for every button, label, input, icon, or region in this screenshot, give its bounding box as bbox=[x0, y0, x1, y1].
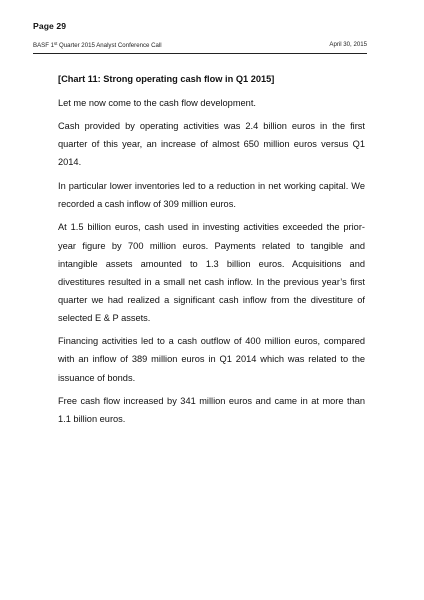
body-paragraph: At 1.5 billion euros, cash used in investing activities exceeded the prior-year figure by 700 million euros. Payments related to tangible and intangible assets amounted to 1.3 billion euros. Acquisitions and divestitures resulted in a small net cash inflow. In the previous year’s first quarter we had realized a significant cash inflow from the divestiture of selected E & P assets. bbox=[58, 222, 365, 323]
chart-heading: [Chart 11: Strong operating cash flow in Q1 2015] bbox=[58, 74, 275, 84]
header-title-suffix: Quarter 2015 Analyst Conference Call bbox=[57, 42, 162, 50]
body-paragraph: Free cash flow increased by 341 million euros and came in at more than 1.1 billion euros. bbox=[58, 396, 365, 425]
header-date: April 30, 2015 bbox=[329, 41, 367, 48]
header-title bbox=[33, 41, 162, 49]
body-paragraph: Let me now come to the cash flow development. bbox=[58, 97, 256, 108]
body-paragraph: Cash provided by operating activities was 2.4 billion euros in the first quarter of this year, an increase of almost 650 million euros versus Q1 2014. bbox=[58, 121, 365, 168]
page-header bbox=[33, 41, 367, 49]
body-paragraph: Financing activities led to a cash outflow of 400 million euros, compared with an inflow of 389 million euros in Q1 2014 which was related to the issuance of bonds. bbox=[58, 336, 365, 383]
page-number: Page 29 bbox=[33, 21, 67, 31]
document-body bbox=[58, 70, 365, 434]
header-divider bbox=[33, 53, 367, 54]
header-title-prefix: BASF 1 bbox=[33, 42, 54, 50]
body-paragraph: In particular lower inventories led to a reduction in net working capital. We recorded a cash inflow of 309 million euros. bbox=[58, 180, 365, 209]
header-title-superscript: st bbox=[54, 41, 58, 46]
